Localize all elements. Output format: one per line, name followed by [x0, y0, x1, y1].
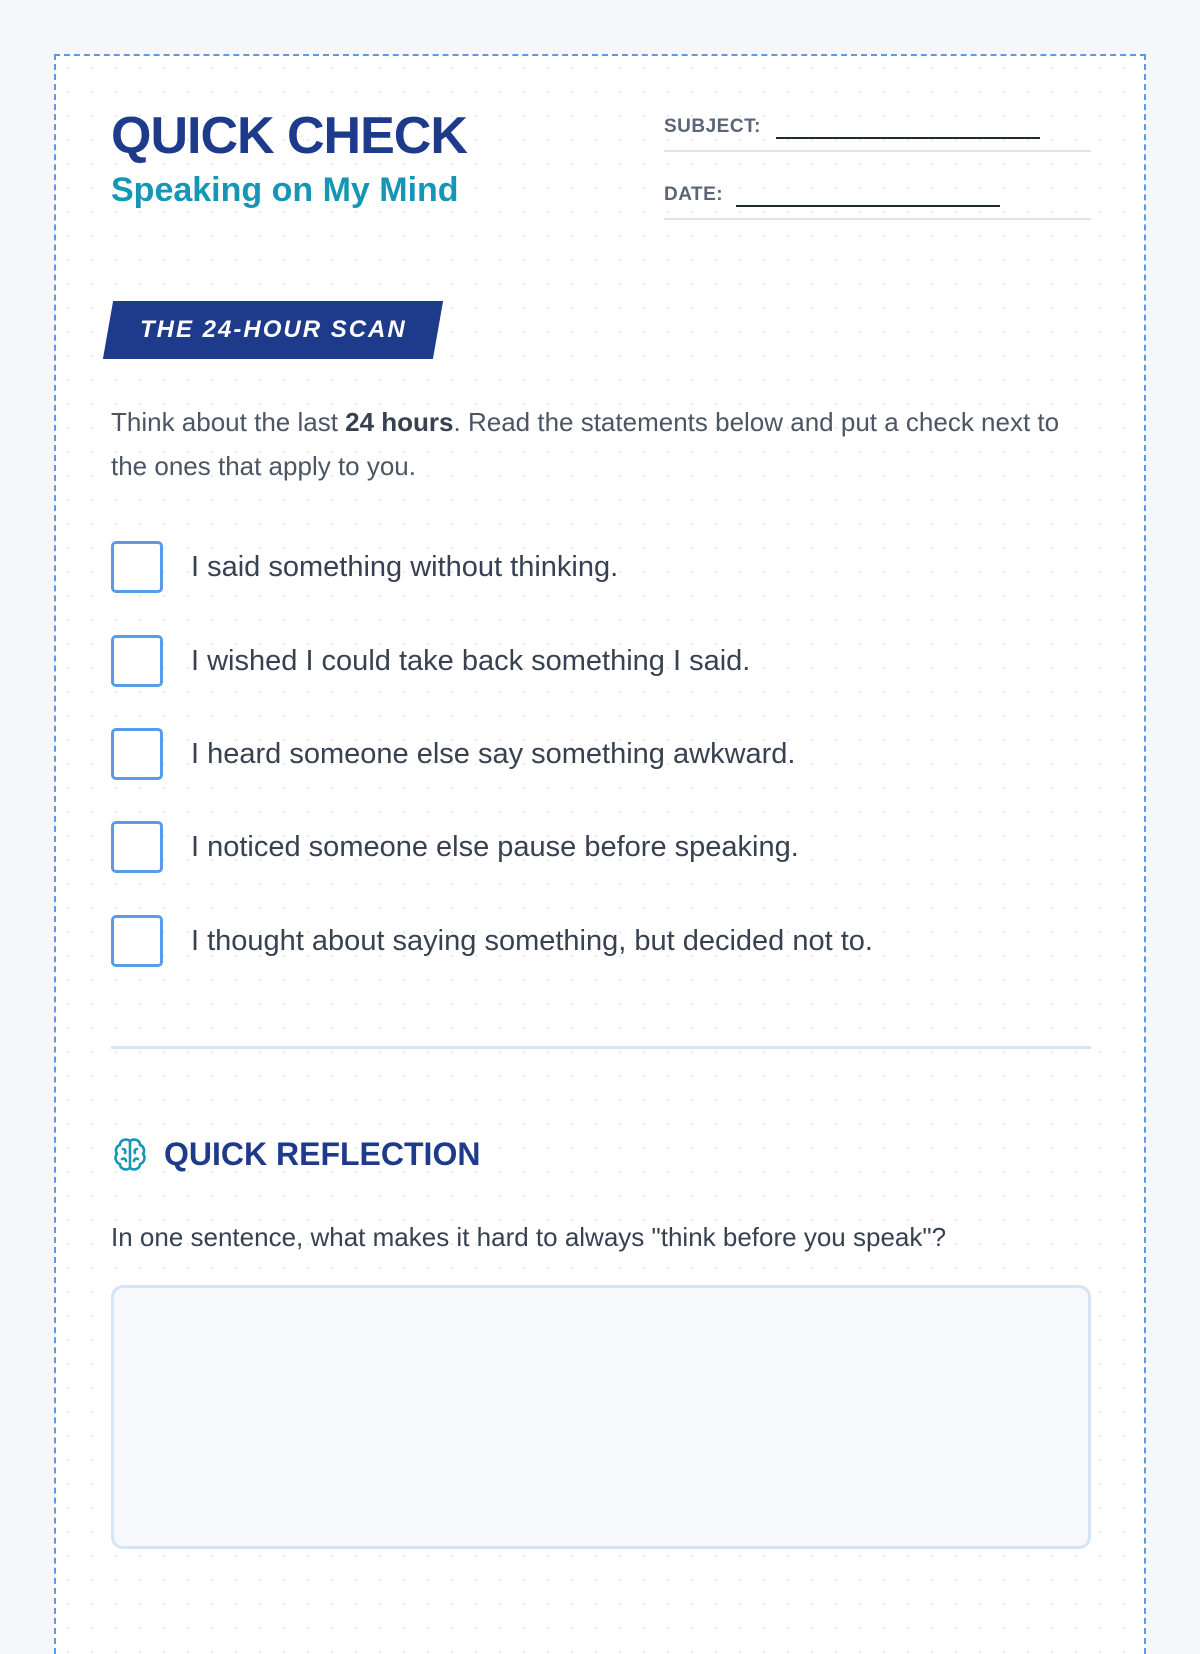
- date-blank-line[interactable]: [736, 205, 1000, 207]
- checklist-item[interactable]: [111, 635, 1091, 687]
- reflection-question: In one sentence, what makes it hard to always "think before you speak"?: [111, 1222, 947, 1252]
- checklist-item[interactable]: [111, 915, 1091, 967]
- checklist-item-label: I wished I could take back something I said.: [191, 645, 751, 677]
- page-title: QUICK CHECK: [111, 107, 467, 165]
- checklist-item[interactable]: [111, 541, 1091, 593]
- checkbox[interactable]: [111, 915, 163, 967]
- checkbox[interactable]: [111, 821, 163, 873]
- date-label: DATE:: [664, 184, 724, 205]
- page-subtitle: Speaking on My Mind: [111, 171, 459, 209]
- subject-blank-line[interactable]: [776, 137, 1040, 139]
- instructions-text-end: . Read the statements below and put a check next to the ones that apply to you.: [111, 407, 1060, 481]
- instructions-text-start: Think about the last: [111, 407, 346, 437]
- section-divider: [111, 1046, 1091, 1049]
- checklist-item-label: I heard someone else say something awkward.: [191, 738, 796, 770]
- subject-label: SUBJECT:: [664, 116, 761, 137]
- checklist-item-label: I noticed someone else pause before speaking.: [191, 831, 799, 863]
- brain-icon: [111, 1136, 149, 1174]
- instructions: [111, 400, 1091, 488]
- instructions-emphasis: 24 hours: [345, 407, 454, 437]
- checklist-item-label: I thought about saying something, but decided not to.: [191, 925, 873, 957]
- subject-field[interactable]: [664, 112, 1091, 152]
- reflection-title: QUICK REFLECTION: [164, 1136, 481, 1172]
- checklist-item-label: I said something without thinking.: [191, 551, 619, 583]
- reflection-answer-field[interactable]: [111, 1285, 1091, 1549]
- date-field[interactable]: [664, 180, 1091, 220]
- checkbox[interactable]: [111, 541, 163, 593]
- checklist-item[interactable]: [111, 728, 1091, 780]
- checkbox[interactable]: [111, 728, 163, 780]
- checklist-item[interactable]: [111, 821, 1091, 873]
- checkbox[interactable]: [111, 635, 163, 687]
- section-banner-title: THE 24-HOUR SCAN: [140, 316, 407, 343]
